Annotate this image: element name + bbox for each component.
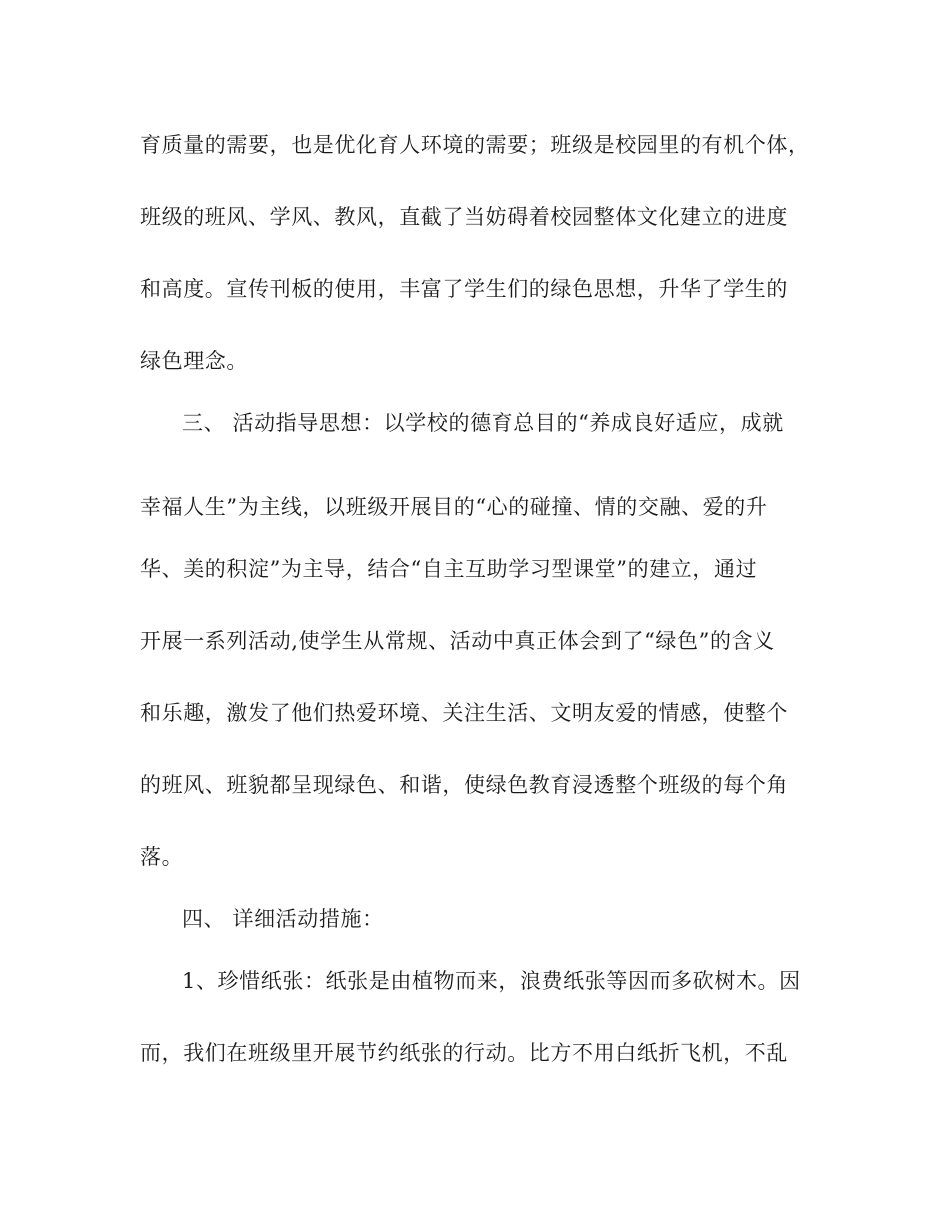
section-heading-line: 三、 活动指导思想：以学校的德育总目的“养成良好适应，成就 (182, 411, 784, 435)
text-line: 开展一系列活动,使学生从常规、活动中真正体会到了“绿色”的含义 (140, 629, 775, 653)
text-line: 幸福人生”为主线，以班级开展目的“心的碰撞、情的交融、爱的升 (140, 495, 768, 519)
text-line: 华、美的积淀”为主导，结合“自主互助学习型课堂”的建立，通过 (140, 557, 758, 581)
text-line: 而，我们在班级里开展节约纸张的行动。比方不用白纸折飞机，不乱 (140, 1041, 788, 1065)
text-line: 的班风、班貌都呈现绿色、和谐，使绿色教育浸透整个班级的每个角 (140, 773, 788, 797)
text-line: 育质量的需要，也是优化育人环境的需要；班级是校园里的有机个体， (140, 133, 810, 157)
section-heading-line: 四、 详细活动措施： (182, 907, 384, 931)
text-line: 落。 (140, 845, 184, 869)
text-line: 班级的班风、学风、教风，直截了当妨碍着校园整体文化建立的进度 (140, 205, 788, 229)
list-item-line: 1、珍惜纸张：纸张是由植物而来，浪费纸张等因而多砍树木。因 (182, 969, 801, 993)
text-line: 和乐趣，激发了他们热爱环境、关注生活、文明友爱的情感，使整个 (140, 701, 788, 725)
text-line: 绿色理念。 (140, 349, 248, 373)
text-line: 和高度。宣传刊板的使用，丰富了学生们的绿色思想，升华了学生的 (140, 277, 788, 301)
